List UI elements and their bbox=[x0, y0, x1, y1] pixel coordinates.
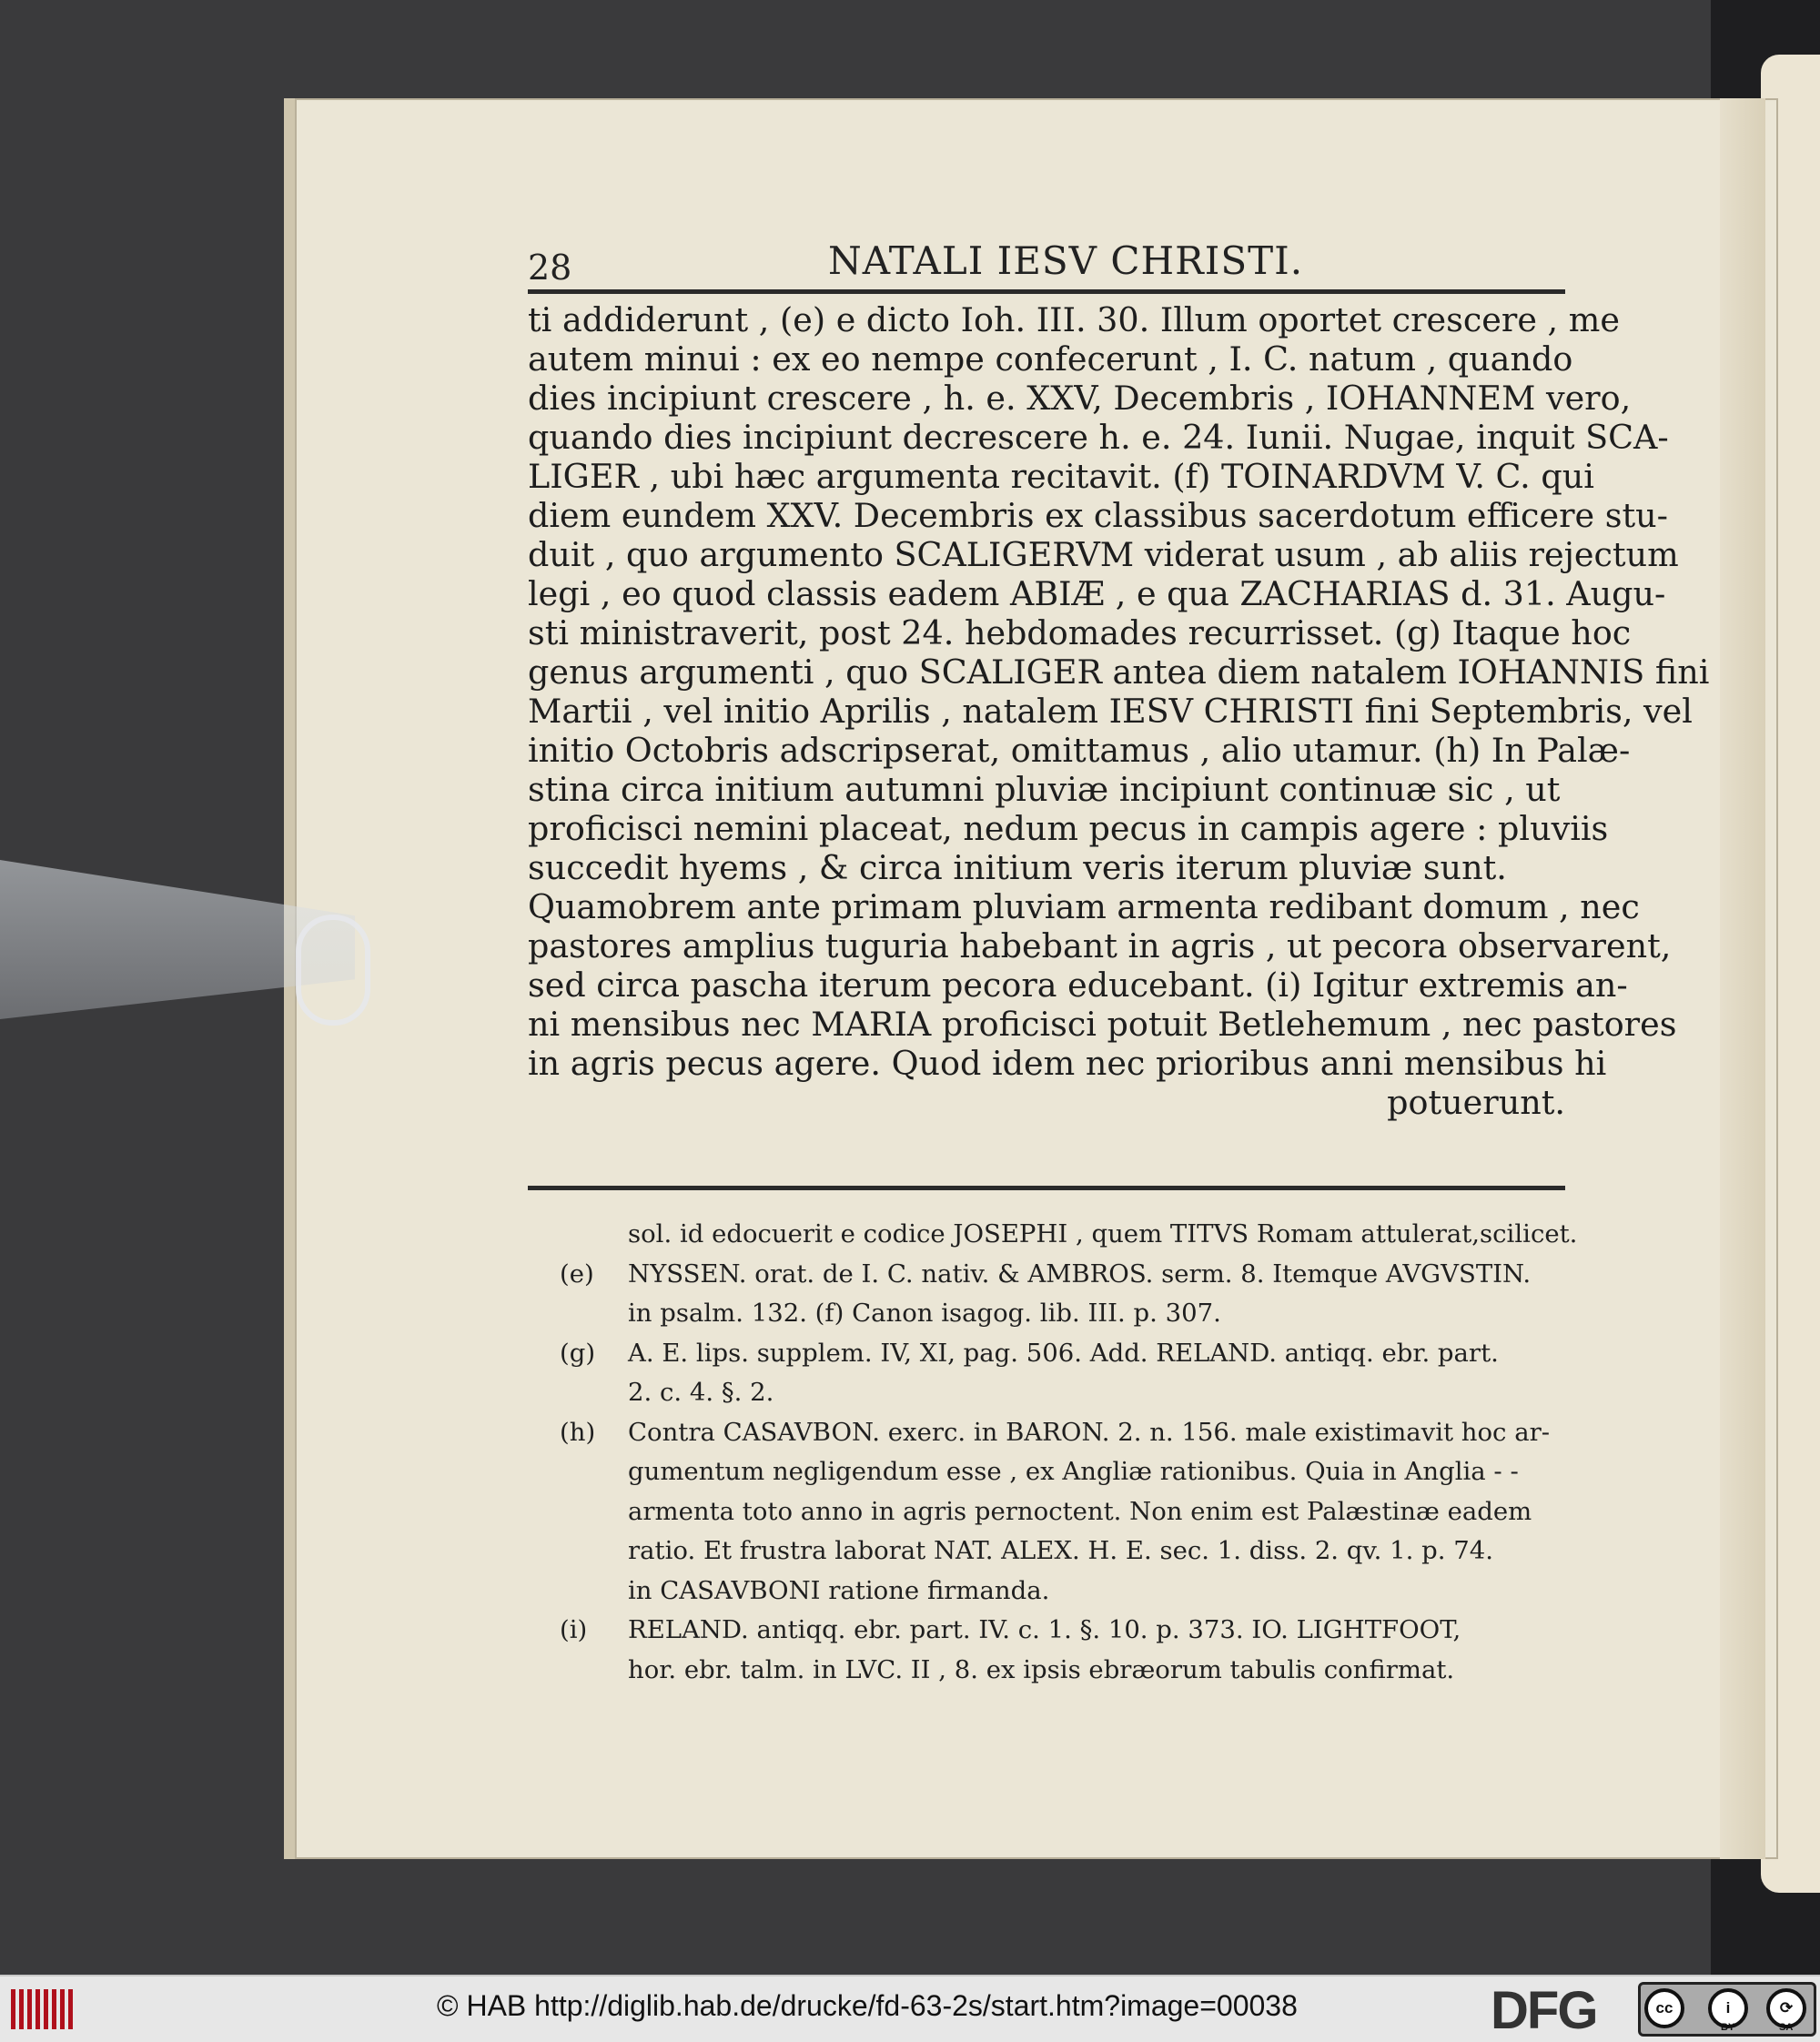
text-line-last: potuerunt. bbox=[1387, 1083, 1565, 1122]
footnote-separator-rule bbox=[528, 1186, 1565, 1190]
header-rule bbox=[528, 289, 1565, 294]
text-line: genus argumenti , quo SCALIGER antea diem natalem IOHANNIS fini bbox=[528, 652, 1710, 692]
sa-label: SA bbox=[1779, 2022, 1794, 2033]
footnote-line bbox=[560, 1492, 1565, 1532]
copyright-credit: © HAB http://diglib.hab.de/drucke/fd-63-2s/start.htm?image=00038 bbox=[437, 1989, 1298, 2022]
text-line: sed circa pascha iterum pecora educebant. (i) Igitur extremis an- bbox=[528, 965, 1628, 1005]
sa-arrow-icon: ⟳ bbox=[1766, 1988, 1806, 2028]
hab-logo-icon bbox=[11, 1989, 75, 2029]
text-line: diem eundem XXV. Decembris ex classibus sacerdotum efficere stu- bbox=[528, 496, 1668, 535]
footnote-line bbox=[560, 1611, 1565, 1651]
footnote-line bbox=[560, 1334, 1565, 1374]
footnotes bbox=[560, 1215, 1578, 1690]
footnote-text: 2. c. 4. §. 2. bbox=[628, 1378, 774, 1407]
page-gutter-shadow bbox=[1720, 98, 1765, 1859]
cc-icon: cc bbox=[1644, 1988, 1684, 2028]
cc-license-badge[interactable] bbox=[1638, 1982, 1816, 2037]
footnote-mark: (h) bbox=[560, 1417, 596, 1447]
footnote-text: gumentum negligendum esse , ex Angliæ rationibus. Quia in Anglia - - bbox=[628, 1457, 1519, 1486]
footnote-line bbox=[560, 1651, 1565, 1691]
book-clamp-loop bbox=[296, 915, 370, 1026]
text-line: sti ministraverit, post 24. hebdomades recurrisset. (g) Itaque hoc bbox=[528, 613, 1632, 652]
text-line: ti addiderunt , (e) e dicto Ioh. III. 30. Illum oportet crescere , me bbox=[528, 300, 1620, 339]
text-line: quando dies incipiunt decrescere h. e. 24. Iunii. Nugae, inquit SCA- bbox=[528, 418, 1669, 457]
footnote-mark: (g) bbox=[560, 1338, 596, 1368]
text-line: legi , eo quod classis eadem ABIÆ , e qua ZACHARIAS d. 31. Augu- bbox=[528, 574, 1666, 613]
text-line: pastores amplius tuguria habebant in agris , ut pecora observarent, bbox=[528, 926, 1672, 965]
text-line: proficisci nemini placeat, nedum pecus in campis agere : pluviis bbox=[528, 809, 1609, 848]
main-text bbox=[528, 300, 1710, 1122]
text-line: initio Octobris adscripserat, omittamus , alio utamur. (h) In Palæ- bbox=[528, 731, 1631, 770]
footnote-line bbox=[560, 1532, 1565, 1572]
footnote-text: A. E. lips. supplem. IV, XI, pag. 506. Add. RELAND. antiqq. ebr. part. bbox=[628, 1338, 1499, 1368]
text-line: succedit hyems , & circa initium veris iterum pluviæ sunt. bbox=[528, 848, 1507, 887]
text-line: duit , quo argumento SCALIGERVM viderat usum , ab aliis rejectum bbox=[528, 535, 1679, 574]
dfg-logo: DFG bbox=[1491, 1981, 1597, 2040]
footnote-line bbox=[560, 1255, 1565, 1295]
footnote-line bbox=[560, 1572, 1565, 1612]
footnote-mark: (i) bbox=[560, 1615, 588, 1644]
footnote-text: RELAND. antiqq. ebr. part. IV. c. 1. §. 10. p. 373. IO. LIGHTFOOT, bbox=[628, 1615, 1461, 1644]
page-number: 28 bbox=[528, 248, 572, 288]
footnote-text: ratio. Et frustra laborat NAT. ALEX. H. E. sec. 1. diss. 2. qv. 1. p. 74. bbox=[628, 1536, 1493, 1565]
footnote-text: hor. ebr. talm. in LVC. II , 8. ex ipsis ebræorum tabulis confirmat. bbox=[628, 1654, 1455, 1684]
footnote-text: in CASAVBONI ratione firmanda. bbox=[628, 1575, 1050, 1605]
text-line: ni mensibus nec MARIA proficisci potuit Betlehemum , nec pastores bbox=[528, 1005, 1677, 1044]
footnote-text: in psalm. 132. (f) Canon isagog. lib. III. p. 307. bbox=[628, 1299, 1221, 1328]
footnote-line bbox=[560, 1373, 1565, 1413]
text-line: Quamobrem ante primam pluviam armenta redibant domum , nec bbox=[528, 887, 1640, 926]
footnote-line bbox=[560, 1215, 1578, 1255]
text-line: Martii , vel initio Aprilis , natalem IESV CHRISTI fini Septembris, vel bbox=[528, 692, 1693, 731]
text-line: autem minui : ex eo nempe confecerunt , I. C. natum , quando bbox=[528, 339, 1573, 379]
text-line: LIGER , ubi hæc argumenta recitavit. (f) TOINARDVM V. C. qui bbox=[528, 457, 1594, 496]
footer-bar bbox=[0, 1975, 1820, 2042]
by-label: BY bbox=[1721, 2022, 1735, 2033]
footnote-text: sol. id edocuerit e codice JOSEPHI , quem TITVS Romam attulerat,scilicet. bbox=[628, 1219, 1578, 1248]
footnote-mark: (e) bbox=[560, 1259, 594, 1289]
footnote-line bbox=[560, 1413, 1565, 1453]
footnote-text: armenta toto anno in agris pernoctent. Non enim est Palæstinæ eadem bbox=[628, 1496, 1532, 1526]
page-header bbox=[528, 238, 1565, 293]
footnote-line bbox=[560, 1452, 1565, 1492]
text-line: stina circa initium autumni pluviæ incipiunt continuæ sic , ut bbox=[528, 770, 1561, 809]
running-title: NATALI IESV CHRISTI. bbox=[828, 238, 1304, 283]
text-line: dies incipiunt crescere , h. e. XXV, Decembris , IOHANNEM vero, bbox=[528, 379, 1632, 418]
footnote-text: Contra CASAVBON. exerc. in BARON. 2. n. 156. male existimavit hoc ar- bbox=[628, 1417, 1551, 1447]
text-line: in agris pecus agere. Quod idem nec prioribus anni mensibus hi bbox=[528, 1044, 1607, 1083]
footnote-text: NYSSEN. orat. de I. C. nativ. & AMBROS. serm. 8. Itemque AVGVSTIN. bbox=[628, 1259, 1532, 1289]
footnote-line bbox=[560, 1294, 1565, 1334]
by-person-icon: i bbox=[1708, 1988, 1748, 2028]
